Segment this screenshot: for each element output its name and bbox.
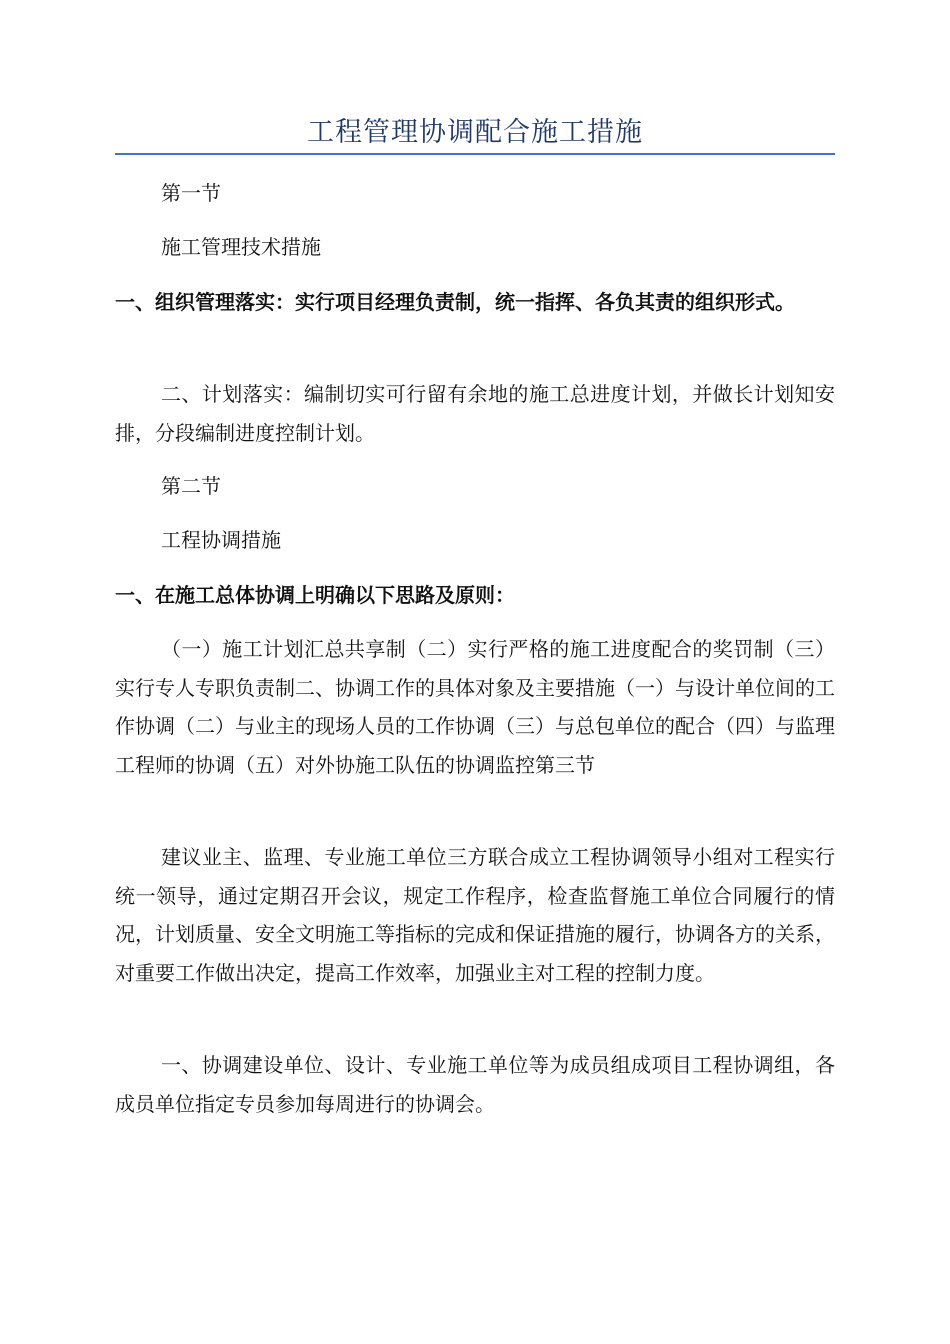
paragraph-plan: 二、计划落实：编制切实可行留有余地的施工总进度计划，并做长计划知安排，分段编制进度控制计划。: [115, 382, 835, 445]
section-subheading-1: 施工管理技术措施: [161, 235, 321, 259]
section-subheading-2: 工程协调措施: [161, 528, 281, 552]
section-heading-2: 第二节: [161, 474, 221, 498]
paragraph-coordination-list: （一）施工计划汇总共享制（二）实行严格的施工进度配合的奖罚制（三）实行专人专职负责制二、协调工作的具体对象及主要措施（一）与设计单位间的工作协调（二）与业主的现场人员的工作协调（三）与总包单位的配合（四）与监理工程师的协调（五）对外协施工队伍的协调监控第三节: [115, 637, 835, 777]
paragraph-leadership-group: 建议业主、监理、专业施工单位三方联合成立工程协调领导小组对工程实行统一领导，通过定期召开会议，规定工作程序，检查监督施工单位合同履行的情况，计划质量、安全文明施工等指标的完成和保证措施的履行，协调各方的关系，对重要工作做出决定，提高工作效率，加强业主对工程的控制力度。: [115, 845, 835, 985]
title-underline: [115, 153, 835, 155]
paragraph-coordination-group: 一、协调建设单位、设计、专业施工单位等为成员组成项目工程协调组，各成员单位指定专员参加每周进行的协调会。: [115, 1053, 835, 1116]
document-title: 工程管理协调配合施工措施: [307, 117, 643, 148]
bold-heading-organization: 一、组织管理落实：实行项目经理负责制，统一指挥、各负其责的组织形式。: [115, 290, 795, 314]
bold-heading-principles: 一、在施工总体协调上明确以下思路及原则：: [115, 583, 515, 607]
section-heading-1: 第一节: [161, 181, 221, 205]
